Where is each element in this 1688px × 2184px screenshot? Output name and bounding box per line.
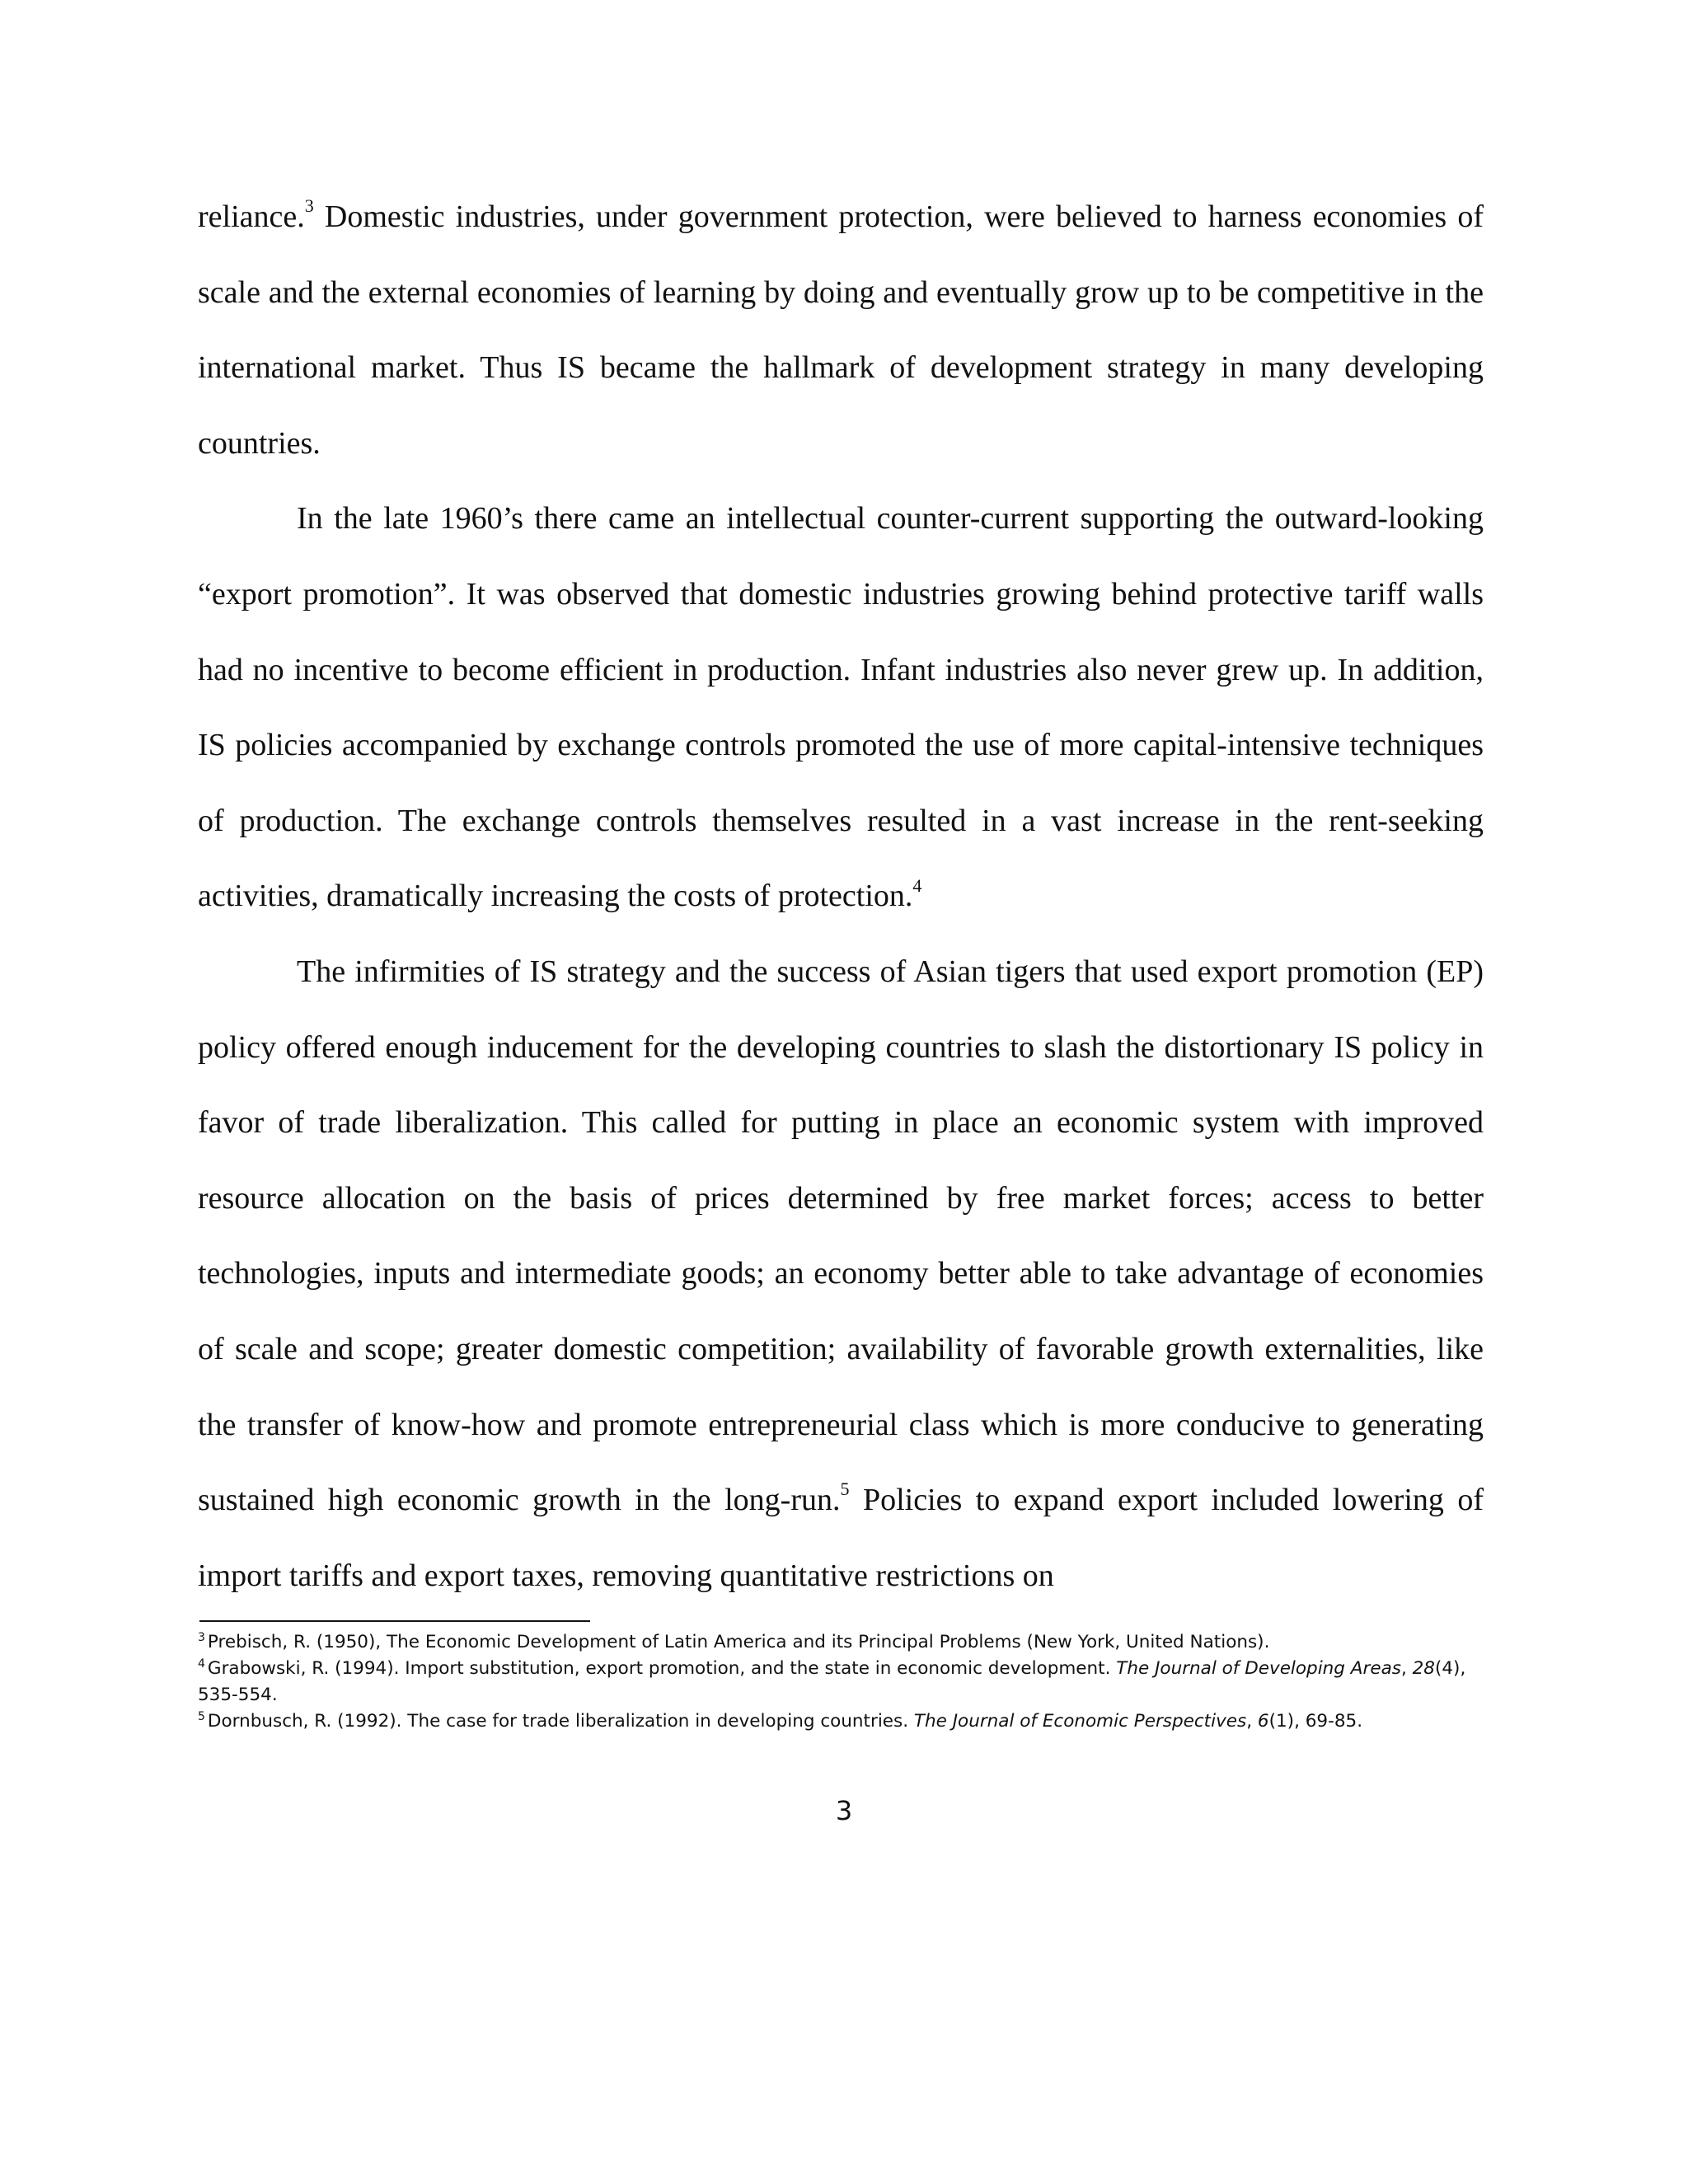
footnote-5: $^5$ Dornbusch, R. (1992). The case for trade liberalization in developing countries. The Journal of Economic Perspectives, 6(1), 69-85. [198, 1709, 1363, 1732]
journal-volume: 6 [1257, 1711, 1269, 1732]
body-text [198, 180, 1484, 1614]
footnote-ref-5: 5 [840, 1479, 850, 1500]
journal-title: The Journal of Economic Perspectives [913, 1711, 1247, 1732]
footnote-ref-4: 4 [912, 874, 922, 896]
footnotes [198, 1629, 1492, 1735]
footnote-3: $^3$ Prebisch, R. (1950), The Economic Development of Latin America and its Principal Problems (New York, United Nations). [198, 1630, 1270, 1652]
footnote-number: 4 [198, 1657, 205, 1671]
journal-volume: 28 [1412, 1658, 1435, 1679]
footnote-number: 3 [198, 1630, 205, 1644]
paragraph: The infirmities of IS strategy and the success of Asian tigers that used export promotion (EP) policy offered enough inducement for the developing countries to slash the distortionary IS policy in favor of trade liberalization. This called for putting in place an economic system with improved resource allocation on the basis of prices determined by free market forces; access to better technologies, inputs and intermediate goods; an economy better able to take advantage of economies of scale and scope; greater domestic competition; availability of favorable growth externalities, like the transfer of know-how and promote entrepreneurial class which is more conducive to generating sustained high economic growth in the long-run.$^5$ Policies to expand export included lowering of import tariffs and export taxes, removing quantitative restrictions on [198, 954, 1484, 1593]
footnote-separator [199, 1620, 590, 1622]
paragraph: reliance.$^3$ Domestic industries, under government protection, were believed to harness economies of scale and the external economies of learning by doing and eventually grow up to be competitive in the international market. Thus IS became the hallmark of development strategy in many developing countries. [198, 195, 1484, 461]
footnote-number: 5 [198, 1709, 205, 1723]
page-number: 3 [835, 1795, 853, 1826]
journal-title: The Journal of Developing Areas [1116, 1658, 1401, 1679]
footnote-4: $^4$ Grabowski, R. (1994). Import substitution, export promotion, and the state in economic development. The Journal of Developing Areas, 28(4), 535-554. [198, 1657, 1466, 1705]
paragraph: In the late 1960’s there came an intellectual counter-current supporting the outward-looking “export promotion”. It was observed that domestic industries growing behind protective tariff walls had no incentive to become efficient in production. Infant industries also never grew up. In addition, IS policies accompanied by exchange controls promoted the use of more capital-intensive techniques of production. The exchange controls themselves resulted in a vast increase in the rent-seeking activities, dramatically increasing the costs of protection.$^4$ [198, 501, 1484, 914]
footnote-ref-3: 3 [304, 195, 314, 217]
